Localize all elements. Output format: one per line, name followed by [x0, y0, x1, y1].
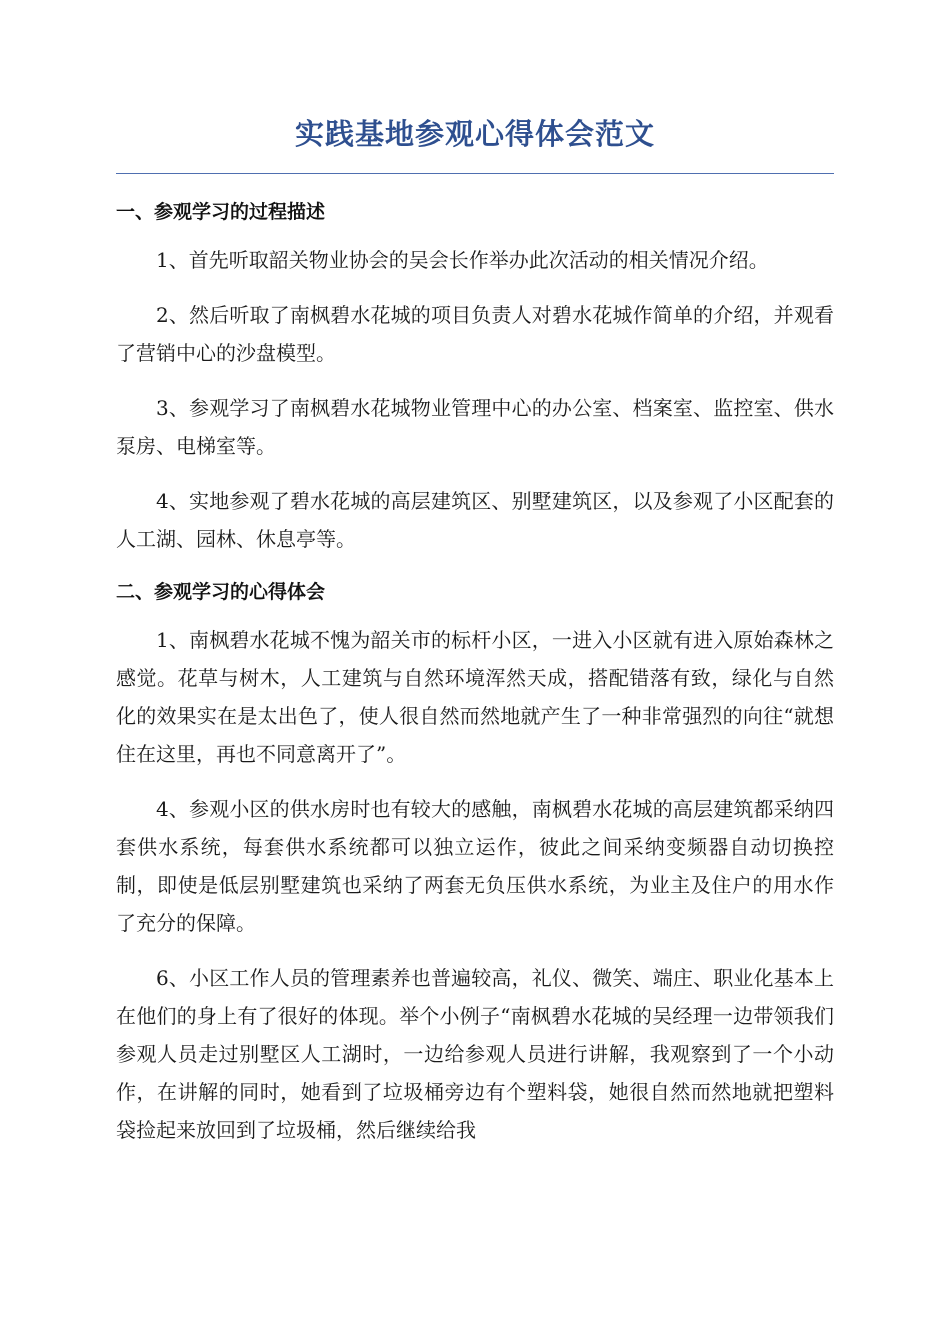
paragraph-experience-2: 4、参观小区的供水房时也有较大的感触，南枫碧水花城的高层建筑都采纳四套供水系统，每套供水系统都可以独立运作，彼此之间采纳变频器自动切换控制，即使是低层别墅建筑也采纳了两套无负压供水系统，为业主及住户的用水作了充分的保障。 — [116, 797, 834, 936]
section-heading-experience: 二、参观学习的心得体会 — [116, 581, 326, 604]
paragraph-process-3: 3、参观学习了南枫碧水花城物业管理中心的办公室、档案室、监控室、供水泵房、电梯室等。 — [116, 396, 834, 459]
paragraph-process-2: 2、然后听取了南枫碧水花城的项目负责人对碧水花城作简单的介绍，并观看了营销中心的沙盘模型。 — [116, 303, 834, 366]
paragraph-experience-3: 6、小区工作人员的管理素养也普遍较高，礼仪、微笑、端庄、职业化基本上在他们的身上有了很好的体现。举个小例子“南枫碧水花城的吴经理一边带领我们参观人员走过别墅区人工湖时，一边给参观人员进行讲解，我观察到了一个小动作，在讲解的同时，她看到了垃圾桶旁边有个塑料袋，她很自然而然地就把塑料袋捡起来放回到了垃圾桶，然后继续给我 — [116, 966, 834, 1143]
paragraph-process-4: 4、实地参观了碧水花城的高层建筑区、别墅建筑区，以及参观了小区配套的人工湖、园林、休息亭等。 — [116, 489, 834, 552]
paragraph-experience-1: 1、南枫碧水花城不愧为韶关市的标杆小区，一进入小区就有进入原始森林之感觉。花草与树木，人工建筑与自然环境浑然天成，搭配错落有致，绿化与自然化的效果实在是太出色了，使人很自然而然地就产生了一种非常强烈的向往“就想住在这里，再也不同意离开了”。 — [116, 628, 834, 767]
document-title: 实践基地参观心得体会范文 — [294, 117, 655, 151]
title-underline — [116, 173, 834, 174]
paragraph-process-1: 1、首先听取韶关物业协会的吴会长作举办此次活动的相关情况介绍。 — [156, 248, 769, 273]
section-heading-process: 一、参观学习的过程描述 — [116, 201, 326, 224]
document-page — [116, 0, 834, 1149]
